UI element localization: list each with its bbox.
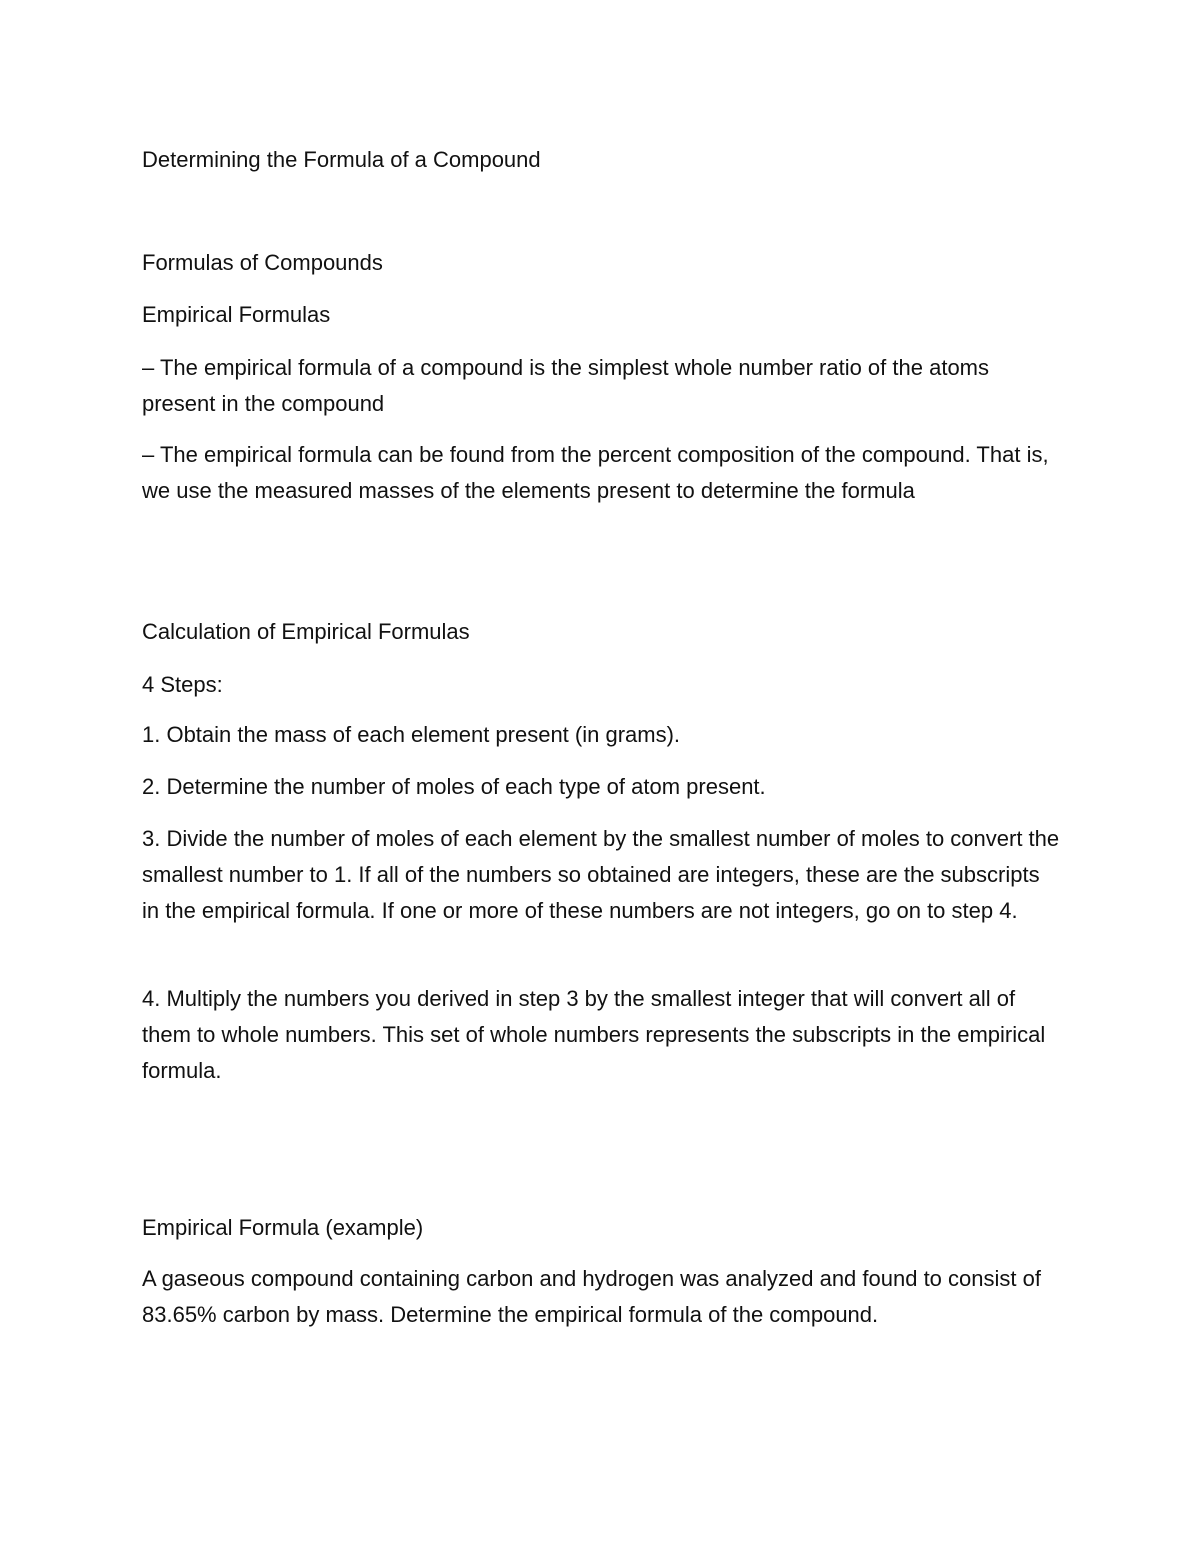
section-heading-example: Empirical Formula (example) [142,1215,424,1240]
subheading-empirical-formulas: Empirical Formulas [142,302,331,327]
section-heading-formulas-of-compounds: Formulas of Compounds [142,250,383,275]
step-2: 2. Determine the number of moles of each type of atom present. [142,774,766,799]
document-title: Determining the Formula of a Compound [142,147,541,172]
step-1: 1. Obtain the mass of each element present (in grams). [142,722,681,747]
bullet-percent-composition: – The empirical formula can be found from the percent composition of the compound. That is, we use the measured masses of the elements present to determine the formula [142,442,1049,503]
section-heading-calculation: Calculation of Empirical Formulas [142,619,470,644]
step-4: 4. Multiply the numbers you derived in step 3 by the smallest integer that will convert all of them to whole numbers. This set of whole numbers represents the subscripts in the empirical formula. [142,986,1046,1083]
step-3: 3. Divide the number of moles of each element by the smallest number of moles to convert the smallest number to 1. If all of the numbers so obtained are integers, these are the subscripts in the empirical formula. If one or more of these numbers are not integers, go on to step 4. [142,826,1060,923]
bullet-empirical-definition: – The empirical formula of a compound is the simplest whole number ratio of the atoms present in the compound [142,355,989,416]
steps-label: 4 Steps: [142,672,223,697]
example-problem-text: A gaseous compound containing carbon and hydrogen was analyzed and found to consist of 83.65% carbon by mass. Determine the empirical formula of the compound. [142,1266,1041,1327]
